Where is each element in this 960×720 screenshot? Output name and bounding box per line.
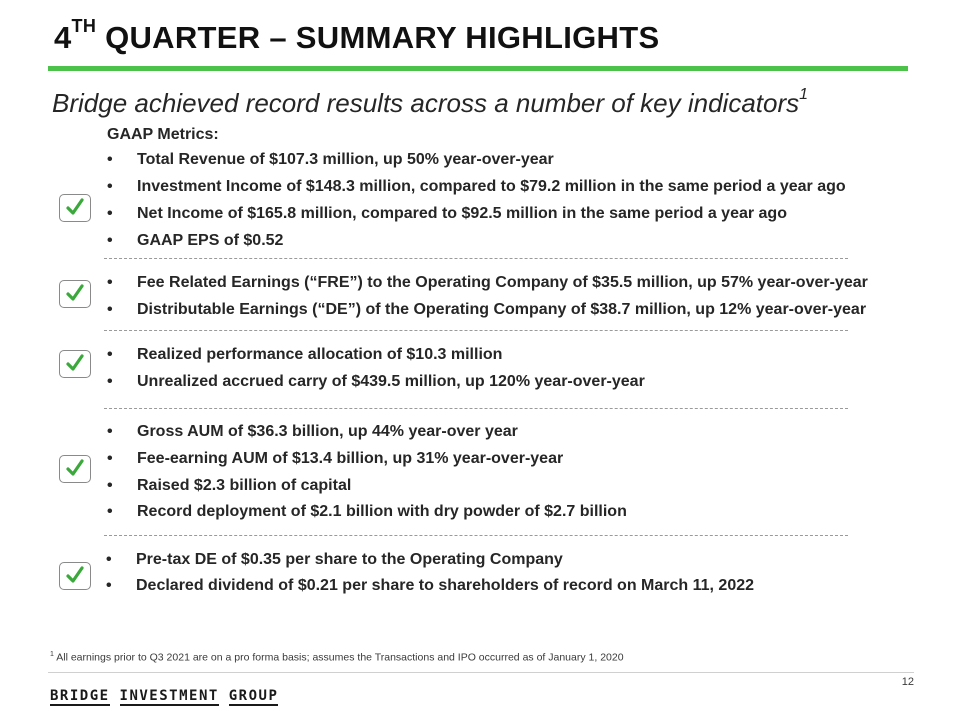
list-item: • Declared dividend of $0.21 per share to shareholders of record on March 11, 2022 [106, 577, 755, 594]
list-item: • Pre-tax DE of $0.35 per share to the Operating Company [106, 551, 563, 568]
company-logo: BRIDGE INVESTMENT GROUP [50, 688, 279, 704]
gaap-metrics-label: GAAP Metrics: [107, 126, 219, 143]
checkmark-icon [59, 350, 91, 378]
section-divider [104, 535, 848, 536]
list-item: • Raised $2.3 billion of capital [107, 477, 352, 494]
list-item: • Fee-earning AUM of $13.4 billion, up 31% year-over-year [107, 450, 564, 467]
list-item: • Total Revenue of $107.3 million, up 50% year-over-year [107, 151, 554, 168]
checkmark-icon [59, 455, 91, 483]
list-item: • Fee Related Earnings (“FRE”) to the Operating Company of $35.5 million, up 57% year-over-year [107, 274, 868, 291]
list-item: • Net Income of $165.8 million, compared to $92.5 million in the same period a year ago [107, 205, 787, 222]
subtitle: Bridge achieved record results across a number of key indicators$^1$ [52, 86, 809, 118]
footer-divider [48, 672, 914, 673]
section-divider [104, 330, 848, 331]
section-divider [104, 258, 848, 259]
list-item: • Gross AUM of $36.3 billion, up 44% year-over year [107, 423, 518, 440]
checkmark-icon [59, 194, 91, 222]
page-title: 4TH QUARTER – SUMMARY HIGHLIGHTS [54, 16, 660, 55]
section-divider [104, 408, 848, 409]
list-item: • Unrealized accrued carry of $439.5 million, up 120% year-over-year [107, 373, 645, 390]
list-item: • Distributable Earnings (“DE”) of the Operating Company of $38.7 million, up 12% year-over-year [107, 301, 867, 318]
checkmark-icon [59, 562, 91, 590]
page-number: 12 [901, 676, 914, 688]
checkmark-icon [59, 280, 91, 308]
list-item: • Investment Income of $148.3 million, compared to $79.2 million in the same period a year ago [107, 178, 846, 195]
footnote: $^1$ All earnings prior to Q3 2021 are on a pro forma basis; assumes the Transactions and IPO occurred as of January 1, 2020 [50, 651, 624, 664]
list-item: • Realized performance allocation of $10.3 million [107, 346, 503, 363]
list-item: • GAAP EPS of $0.52 [107, 232, 284, 249]
title-underline [48, 66, 908, 71]
list-item: • Record deployment of $2.1 billion with dry powder of $2.7 billion [107, 503, 627, 520]
